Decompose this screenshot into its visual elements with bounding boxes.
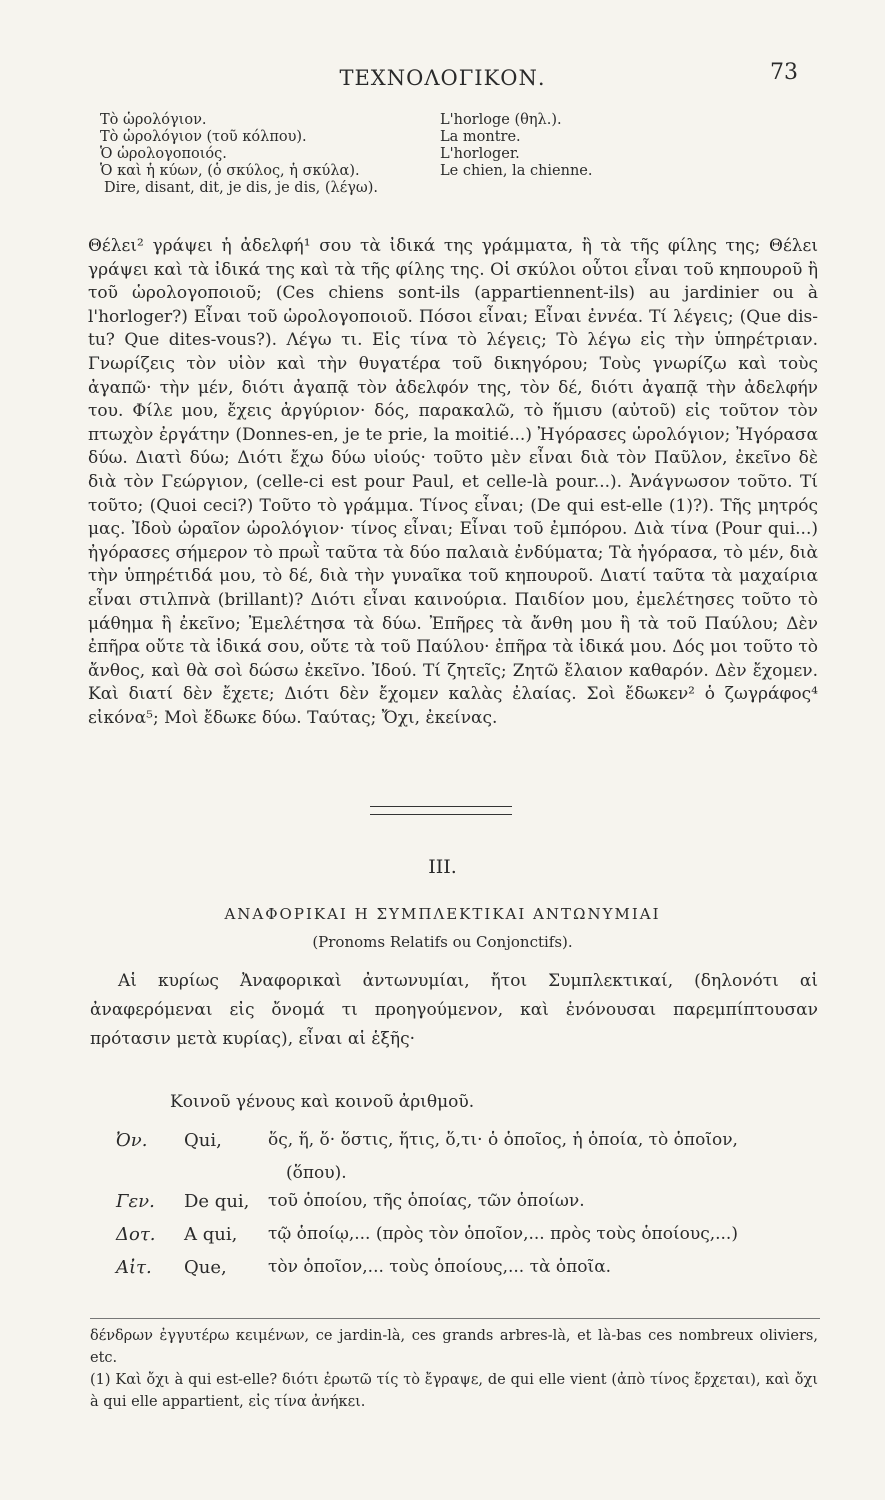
section-number: III. <box>428 856 457 878</box>
greek-forms: τοῦ ὁποίου, τῆς ὁποίας, τῶν ὁποίων. <box>268 1191 585 1211</box>
vocab-french: L'horloger. <box>440 146 520 162</box>
case-label: Ὀν. <box>116 1130 148 1151</box>
vocab-french: L'horloge (θηλ.). <box>440 112 562 128</box>
footnote-1: (1) Καὶ ὄχι à qui est-elle? διότι ἐρωτῶ τίς τὸ ἔγραψε, de qui elle vient (ἀπὸ τίνος ἔρχεται), καὶ ὄχι à qui elle appartient, εἰς τίνα ἀνήκει. <box>90 1372 818 1410</box>
declension-continuation <box>116 1163 826 1191</box>
greek-forms: τῷ ὁποίῳ,... (πρὸς τὸν ὁποῖον,... πρὸς τοὺς ὁποίους,...) <box>268 1224 738 1244</box>
case-label: Αἰτ. <box>116 1257 152 1278</box>
vocab-french: La montre. <box>440 129 521 145</box>
french-form: A qui, <box>184 1224 238 1245</box>
section-title: ΑΝΑΦΟΡΙΚΑΙ Η ΣΥΜΠΛΕΚΤΙΚΑΙ ΑΝΤΩΝΥΜΙΑΙ <box>224 905 661 923</box>
vocab-row <box>100 112 820 129</box>
declension-row <box>116 1224 826 1257</box>
vocab-greek: Ὁ καὶ ἡ κύων, (ὁ σκύλος, ἡ σκύλα). <box>100 163 360 179</box>
vocab-french: Le chien, la chienne. <box>440 163 593 179</box>
vocab-note: Dire, disant, dit, je dis, je dis, (λέγω). <box>104 180 378 196</box>
declension-row <box>116 1130 826 1163</box>
intro-text: Αἱ κυρίως Ἀναφορικαὶ ἀντωνυμίαι, ἤτοι Συμπλεκτικαί, (δηλονότι αἱ ἀναφερόμεναι εἰς ὄνομά τι προηγούμενον, καὶ ἑνόνουσαι παρεμπίπτουσαν πρότασιν μετὰ κυρίας), εἶναι αἱ ἑξῆς· <box>90 971 818 1049</box>
intro-paragraph <box>90 967 818 1054</box>
vocabulary-list <box>100 112 820 197</box>
french-form: De qui, <box>184 1191 250 1212</box>
declension-table <box>116 1130 826 1290</box>
footnote-continued: δένδρων ἐγγυτέρω κειμένων, ce jardin-là, ces grands arbres-là, et là-bas ces nombreux oliviers, etc. <box>90 1328 818 1366</box>
declension-row <box>116 1191 826 1224</box>
common-gender-heading: Κοινοῦ γένους καὶ κοινοῦ ἀριθμοῦ. <box>170 1092 475 1112</box>
section-divider <box>370 806 512 815</box>
footnote-rule <box>90 1318 820 1319</box>
greek-forms: τὸν ὁποῖον,... τοὺς ὁποίους,... τὰ ὁποῖα. <box>268 1257 612 1277</box>
page-number: 73 <box>770 60 798 85</box>
vocab-greek: Ὁ ὡρολογοποιός. <box>100 146 227 162</box>
vocab-greek: Τὸ ὡρολόγιον (τοῦ κόλπου). <box>100 129 307 145</box>
footnotes <box>90 1325 818 1413</box>
french-form: Que, <box>184 1257 227 1278</box>
french-form: Qui, <box>184 1130 222 1151</box>
case-label: Δοτ. <box>116 1224 156 1245</box>
vocab-greek: Τὸ ὡρολόγιον. <box>100 112 207 128</box>
greek-forms: ὅς, ἥ, ὅ· ὅστις, ἥτις, ὅ,τι· ὁ ὁποῖος, ἡ ὁποία, τὸ ὁποῖον, <box>268 1130 738 1150</box>
declension-row <box>116 1257 826 1290</box>
case-label: Γεν. <box>116 1191 155 1212</box>
section-subtitle: (Pronoms Relatifs ou Conjonctifs). <box>312 933 573 951</box>
running-title: ΤΕΧΝΟΛΟΓΙΚΟΝ. <box>339 66 546 90</box>
vocab-row <box>100 163 820 180</box>
exercise-text: Θέλει² γράψει ἡ ἀδελφή¹ σου τὰ ἰδικά της γράμματα, ἢ τὰ τῆς φίλης της; Θέλει γράψει καὶ τὰ ἰδικά της καὶ τὰ τῆς φίλης της. Οἱ σκύλοι οὗτοι εἶναι τοῦ κηπουροῦ ἢ τοῦ ὡρολογοποιοῦ; (Ces chiens sont-ils (appartiennent-ils) au jardinier ou à l'horloger?) Εἶναι τοῦ ὡρολογοποιοῦ. Πόσοι εἶναι; Εἶναι ἐννέα. Τί λέγεις; (Que dis-tu? Que dites-vous?). Λέγω τι. Εἰς τίνα τὸ λέγεις; Τὸ λέγω εἰς τὴν ὑπηρέτριαν. Γνωρίζεις τὸν υἱὸν καὶ τὴν θυγατέρα τοῦ δικηγόρου; Τοὺς γνωρίζω καὶ τοὺς ἀγαπῶ· τὴν μέν, διότι ἀγαπᾷ τὸν ἀδελφόν της, τὸν δέ, διότι ἀγαπᾷ τὴν ἀδελφήν του. Φίλε μου, ἔχεις ἀργύριον· δός, παρακαλῶ, τὸ ἥμισυ (αὐτοῦ) εἰς τοῦτον τὸν πτωχὸν ἐργάτην (Donnes-en, je te prie, la moitié...) Ἠγόρασες ὡρολόγιον; Ἠγόρασα δύω. Διατὶ δύω; Διότι ἔχω δύω υἱούς· τοῦτο μὲν εἶναι διὰ τὸν Παῦλον, ἐκεῖνο δὲ διὰ τὸν Γεώργιον, (celle-ci est pour Paul, et celle-là pour...). Ἀνάγνωσον τοῦτο. Τί τοῦτο; (Quoi ceci?) Τοῦτο τὸ γράμμα. Τίνος εἶναι; (De qui est-elle (1)?). Τῆς μητρός μας. Ἰδοὺ ὡραῖον ὡρολόγιον· τίνος εἶναι; Εἶναι τοῦ ἐμπόρου. Διὰ τίνα (Pour qui...) ἠγόρασες σήμερον τὸ πρωῒ ταῦτα τὰ δύο παλαιὰ ἐνδύματα; Τὰ ἠγόρασα, τὸ μέν, διὰ τὴν ὑπηρέτιδά μου, τὸ δέ, διὰ τὴν γυναῖκα τοῦ κηπουροῦ. Διατί ταῦτα τὰ μαχαίρια εἶναι στιλπνὰ (brillant)? Διότι εἶναι καινούρια. Παιδίον μου, ἐμελέτησες τοῦτο τὸ μάθημα ἢ ἐκεῖνο; Ἐμελέτησα τὰ δύω. Ἐπῆρες τὰ ἄνθη μου ἢ τὰ τοῦ Παύλου; Δὲν ἐπῆρα οὔτε τὰ ἰδικά σου, οὔτε τὰ τοῦ Παύλου· ἐπῆρα τὰ ἰδικά μου. Δός μοι τοῦτο τὸ ἄνθος, καὶ θὰ σοὶ δώσω ἐκεῖνο. Ἰδού. Τί ζητεῖς; Ζητῶ ἔλαιον καθαρόν. Δὲν ἔχομεν. Καὶ διατί δὲν ἔχετε; Διότι δὲν ἔχομεν καλὰς ἐλαίας. Σοὶ ἔδωκεν² ὁ ζωγράφος⁴ εἰκόνα⁵; Μοὶ ἔδωκε δύω. Ταύτας; Ὄχι, ἐκείνας. <box>88 236 818 728</box>
vocab-row <box>100 129 820 146</box>
exercise-paragraph <box>88 235 818 730</box>
greek-forms-continued: (ὅπου). <box>286 1163 347 1183</box>
vocab-row <box>100 146 820 163</box>
